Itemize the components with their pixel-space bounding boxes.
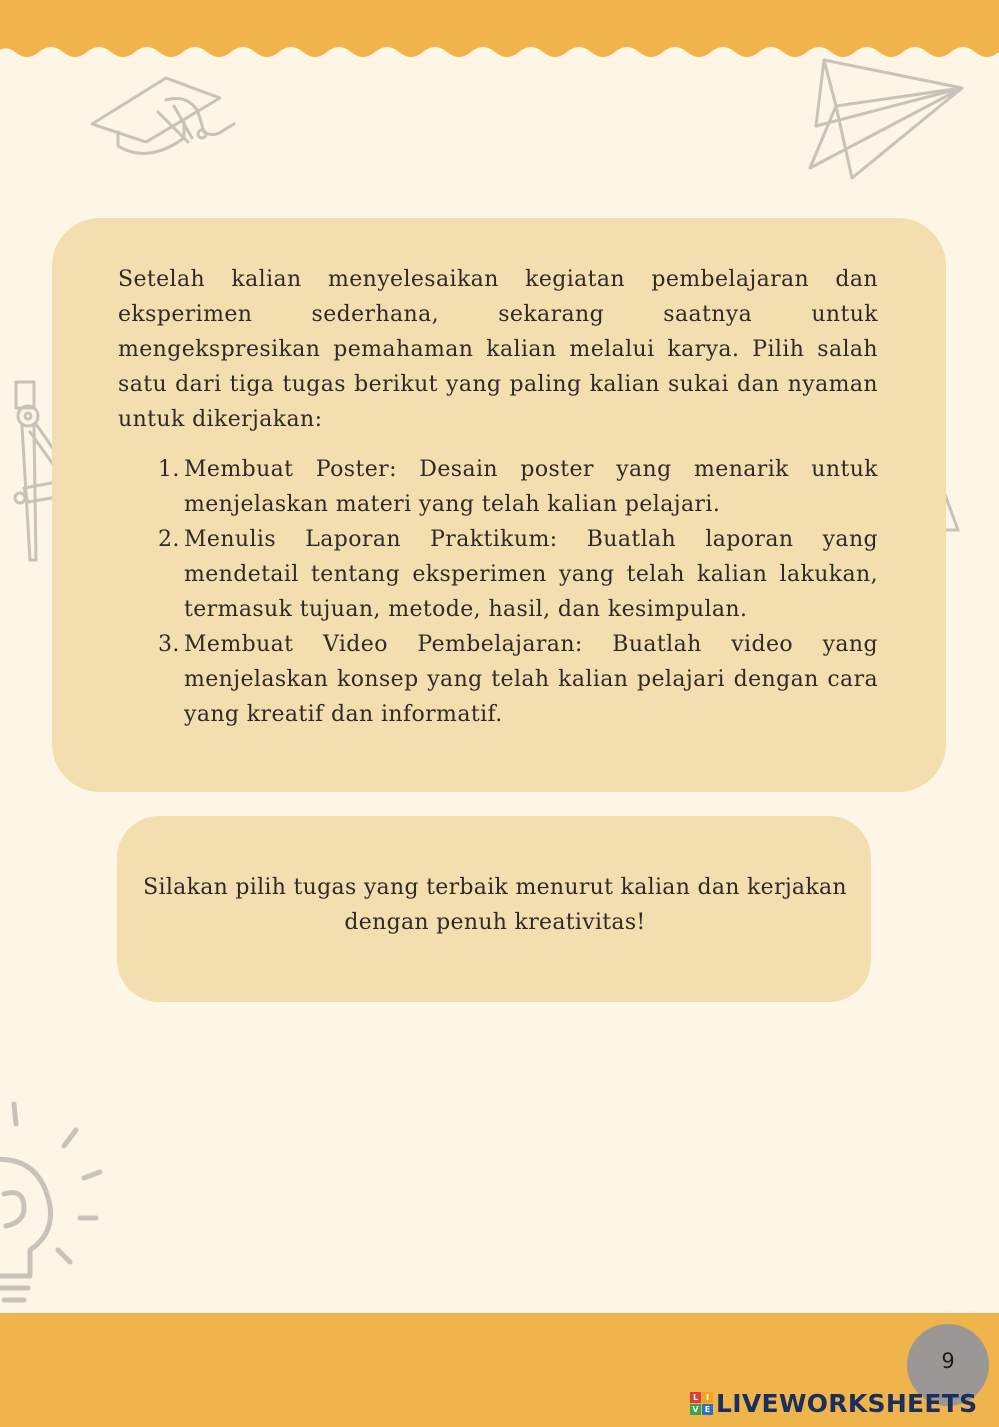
task-list: [158, 452, 878, 732]
logo-letter: V: [690, 1404, 701, 1415]
task-item-video: [158, 627, 878, 732]
lightbulb-icon: [0, 1098, 110, 1308]
task-item-report: [158, 522, 878, 627]
task-item-poster: [158, 452, 878, 522]
logo-letter: E: [702, 1404, 713, 1415]
liveworksheets-logo-icon: [690, 1392, 713, 1415]
page-number: 9: [941, 1349, 955, 1373]
graduation-cap-icon: [88, 72, 248, 164]
task-number: 1.: [158, 457, 180, 482]
task-number: 3.: [158, 632, 180, 657]
closing-note-text: Silakan pilih tugas yang terbaik menurut kalian dan kerjakan dengan penuh kreativitas!: [143, 875, 847, 935]
logo-letter: L: [690, 1392, 701, 1403]
task-text: Membuat Poster: Desain poster yang menarik untuk menjelaskan materi yang telah kalian pelajari.: [184, 457, 878, 517]
brand-name: LIVEWORKSHEETS: [716, 1388, 978, 1418]
paper-plane-icon: [806, 56, 971, 186]
liveworksheets-brand: [690, 1387, 977, 1419]
task-text: Menulis Laporan Praktikum: Buatlah laporan yang mendetail tentang eksperimen yang telah kalian lakukan, termasuk tujuan, metode, hasil, dan kesimpulan.: [184, 527, 878, 622]
logo-letter: I: [702, 1392, 713, 1403]
task-number: 2.: [158, 527, 180, 552]
intro-paragraph: Setelah kalian menyelesaikan kegiatan pembelajaran dan eksperimen sederhana, sekarang saatnya untuk mengekspresikan pemahaman kalian melalui karya. Pilih salah satu dari tiga tugas berikut yang paling kalian sukai dan nyaman untuk dikerjakan:: [118, 267, 878, 432]
task-text: Membuat Video Pembelajaran: Buatlah video yang menjelaskan konsep yang telah kalian pelajari dengan cara yang kreatif dan informatif.: [184, 632, 878, 727]
